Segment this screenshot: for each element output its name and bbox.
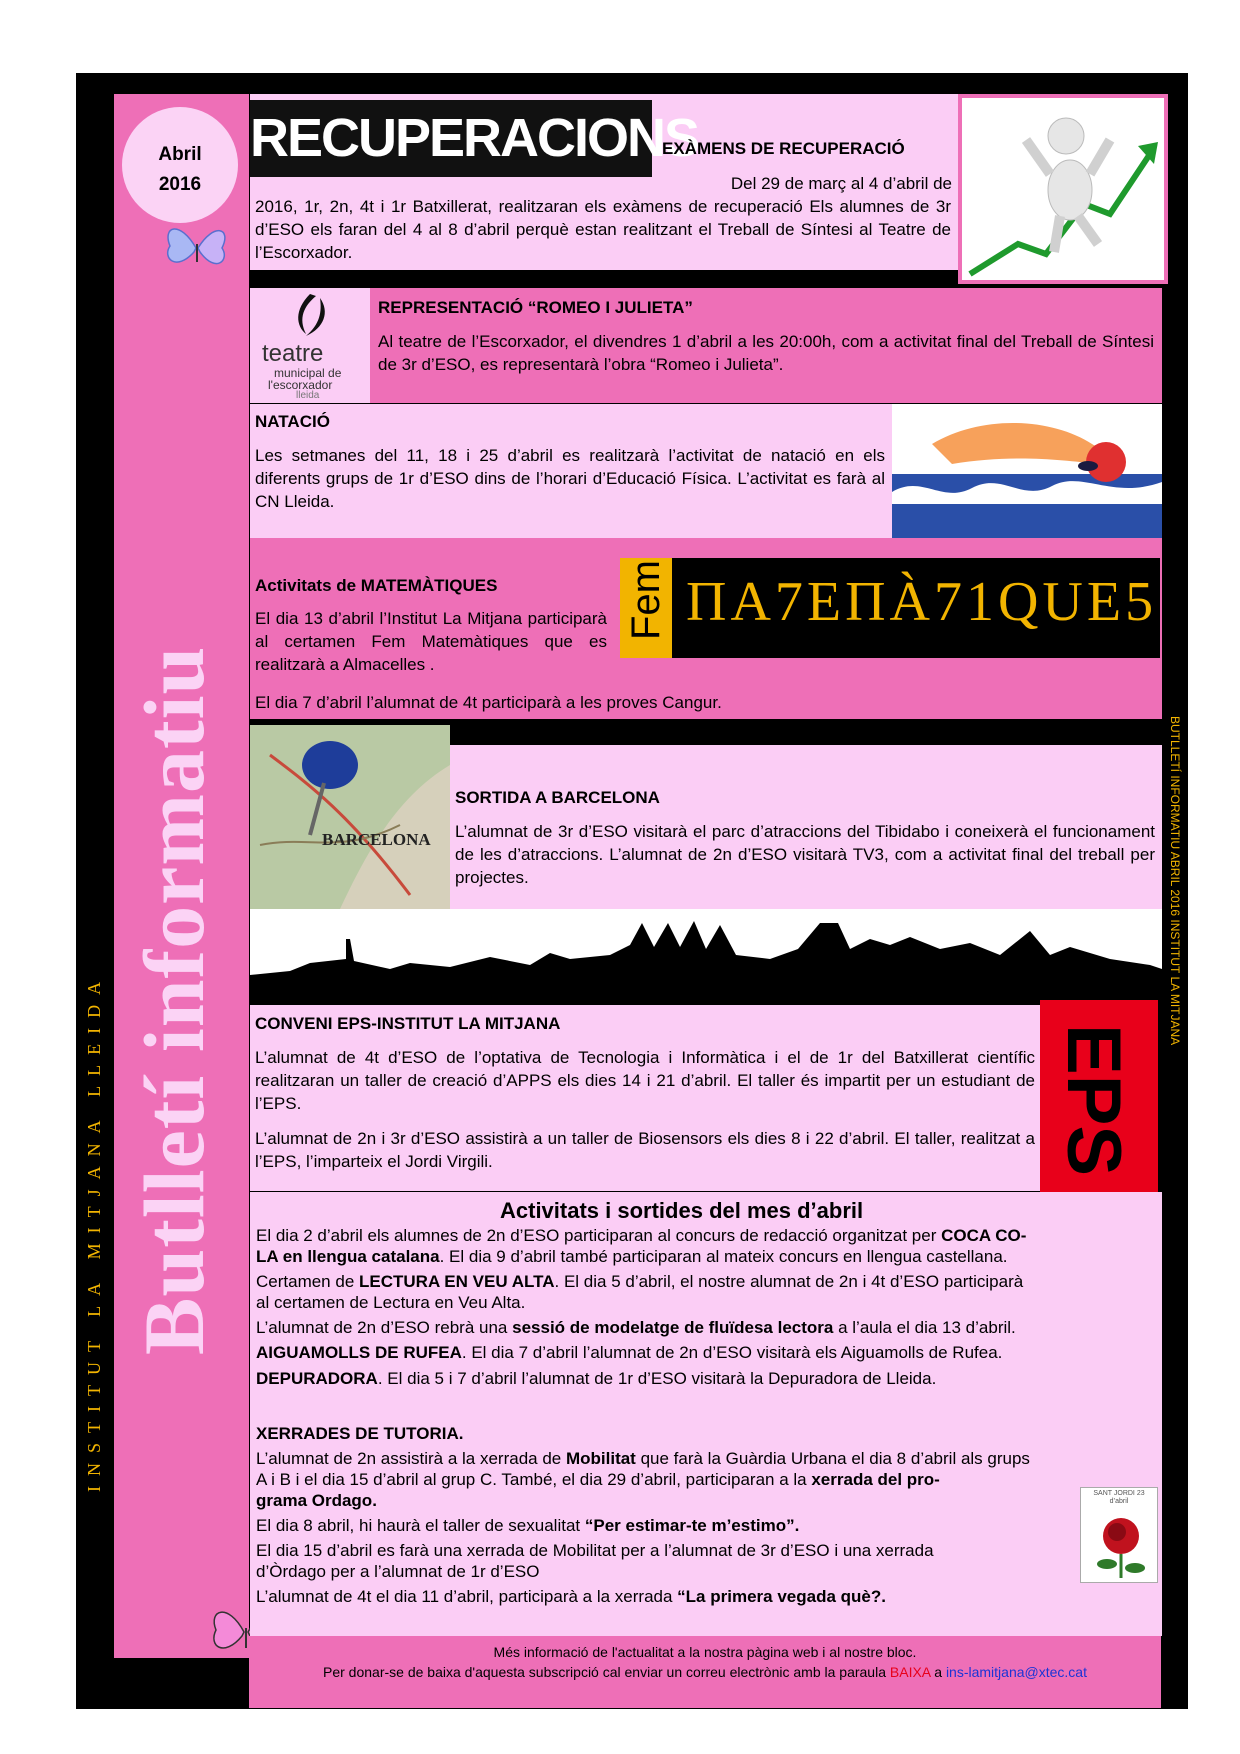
bulletin-label-vertical: BUTLLETÍ INFORMATIU ABRIL 2016 INSTITUT LA MITJANA	[1168, 716, 1182, 1046]
footer-line1: Més informació de l'actualitat a la nostra pàgina web i al nostre bloc.	[493, 1644, 917, 1660]
skyline-image	[250, 909, 1162, 1005]
activitat-coca-line2: LA en llengua catalana. El dia 9 d’abril també participaran al mateix concurs en llengua castellana.	[256, 1247, 1008, 1266]
tutoria-heading: XERRADES DE TUTORIA.	[256, 1424, 464, 1443]
butterfly-icon	[160, 218, 234, 278]
activitats-title: Activitats i sortides del mes d’abril	[500, 1198, 864, 1223]
activitat-aiguamolls: AIGUAMOLLS DE RUFEA. El dia 7 d’abril l’alumnat de 2n d’ESO visitarà els Aiguamolls de Rufea.	[256, 1343, 1003, 1362]
teatre-logo-sub2: l'escorxador	[268, 378, 333, 392]
date-year: 2016	[158, 174, 202, 195]
matematiques-text2: El dia 7 d’abril l’alumnat de 4t participarà a les proves Cangur.	[255, 693, 722, 712]
date-badge	[122, 107, 238, 223]
growth-figure-image	[958, 94, 1168, 284]
barcelona-heading: SORTIDA A BARCELONA	[455, 788, 660, 807]
teatre-text: Al teatre de l’Escorxador, el divendres 1 d’abril a les 20:00h, com a activitat final del Treball de Síntesi de 3r d’ESO, es representarà l’obra “Romeo i Julieta”.	[378, 332, 1154, 374]
activitat-fluidesa: L’alumnat de 2n d’ESO rebrà una sessió de modelatge de fluïdesa lectora a l’aula el dia 13 d’abril.	[256, 1318, 1016, 1337]
swimmer-image	[892, 404, 1162, 538]
footer	[249, 1636, 1161, 1708]
matematiques-logo-word: ΠΑ7ΕΠÀ71QUE5	[686, 571, 1158, 633]
teatre-logo-word: teatre	[262, 340, 324, 367]
activitat-depuradora: DEPURADORA. El dia 5 i 7 d’abril l’alumnat de 1r d’ESO visitarà la Depuradora de Lleida.	[256, 1369, 937, 1388]
eps-heading: CONVENI EPS-INSTITUT LA MITJANA	[255, 1014, 561, 1033]
tutoria-sexualitat: El dia 8 abril, hi haurà el taller de sexualitat “Per estimar-te m’estimo”.	[256, 1516, 800, 1535]
matematiques-text1: El dia 13 d’abril l’Institut La Mitjana participarà al certamen Fem Matemàtiques que es realitzarà a Almacelles .	[255, 609, 607, 674]
natacio-text: Les setmanes del 11, 18 i 25 d’abril es realitzarà l’activitat de natació en els diferents grups de 1r d’ESO dins de l’horari d’Educació Física. L’activitat es farà al CN Lleida.	[255, 446, 885, 511]
teatre-logo-sub1: municipal de	[274, 366, 342, 380]
tutoria-mobilitat-line2: A i B i el dia 15 d’abril al grup C. També, el dia 29 d’abril, participaran a la xerrada del pro-	[256, 1470, 940, 1489]
activitat-coca-line1: El dia 2 d’abril els alumnes de 2n d’ESO participaran al concurs de redacció organitzat per COCA CO-	[256, 1226, 1027, 1245]
recuperacions-heading: EXÀMENS DE RECUPERACIÓ	[662, 139, 905, 158]
natacio-heading: NATACIÓ	[255, 412, 330, 431]
matematiques-heading: Activitats de MATEMÀTIQUES	[255, 576, 498, 595]
tutoria-primera-vegada: L’alumnat de 4t el dia 11 d’abril, participarà a la xerrada “La primera vegada què?.	[256, 1587, 886, 1606]
tutoria-xerrada-line1: El dia 15 d’abril es farà una xerrada de Mobilitat per a l’alumnat de 3r d’ESO i una xerrada	[256, 1541, 934, 1560]
barcelona-map-label: BARCELONA	[322, 830, 431, 849]
sant-jordi-caption: SANT JORDI 23 d’abril	[1093, 1490, 1145, 1505]
tutoria-xerrada-line2: d’Òrdago per a l’alumnat de 1r d’ESO	[256, 1562, 540, 1581]
school-name-vertical: INSTITUT LA MITJANA LLEIDA	[84, 971, 104, 1492]
sant-jordi-rose-image	[1080, 1487, 1158, 1583]
fem-matematiques-logo	[620, 558, 1160, 658]
teatre-heading: REPRESENTACIÓ “ROMEO I JULIETA”	[378, 298, 693, 317]
eps-text2: L’alumnat de 2n i 3r d’ESO assistirà a un taller de Biosensors els dies 8 i 22 d’abril. El taller, realitzat a l’EPS, l’imparteix el Jordi Virgili.	[255, 1129, 1035, 1171]
recuperacions-text: 2016, 1r, 2n, 4t i 1r Batxillerat, realitzaran els exàmens de recuperació Els alumnes de 3r d’ESO els faran del 4 al 8 d’abril perquè estan realitzant el Treball de Síntesi al Teatre de l’Escorxador.	[255, 197, 951, 262]
eps-logo-text: EPS	[1051, 1024, 1136, 1177]
footer-email-link[interactable]: ins-lamitjana@xtec.cat	[945, 1664, 1087, 1680]
activitat-lectura-line1: Certamen de LECTURA EN VEU ALTA. El dia 5 d’abril, el nostre alumnat de 2n i 4t d’ESO participarà	[256, 1272, 1024, 1291]
footer-line2: Per donar-se de baixa d'aquesta subscripció cal enviar un correu electrònic amb la paraula BAIXA a ins-lamitjana@xtec.cat	[323, 1664, 1087, 1680]
activitat-lectura-line2: al certamen de Lectura en Veu Alta.	[256, 1293, 526, 1312]
recuperacions-text-first: Del 29 de març al 4 d’abril de	[730, 174, 952, 193]
date-month: Abril	[158, 144, 202, 165]
fem-label: Fem	[624, 560, 668, 640]
recuperacions-banner: RECUPERACIONS	[250, 100, 652, 177]
tutoria-mobilitat-line1: L’alumnat de 2n assistirà a la xerrada de Mobilitat que farà la Guàrdia Urbana el dia 8 d’abril als grups	[256, 1449, 1030, 1468]
bulletin-title-vertical: Butlletí informatiu	[126, 645, 222, 1355]
tutoria-mobilitat-line3: grama Ordago.	[256, 1491, 377, 1510]
teatre-logo-sub3: lleida	[296, 390, 320, 401]
barcelona-text: L’alumnat de 3r d’ESO visitarà el parc d’atraccions del Tibidabo i coneixerà el funcionament de les d’atraccions. L’alumnat de 2n d’ESO visitarà TV3, com a activitat final del treball per projectes.	[455, 822, 1155, 887]
barcelona-map-image	[250, 725, 450, 909]
eps-logo	[1040, 1000, 1158, 1192]
eps-text1: L’alumnat de 4t d’ESO de l’optativa de Tecnologia i Informàtica i el de 1r del Batxillerat científic realitzaran un taller de creació d’APPS els dies 14 i 21 d’abril. El taller és impartit per un estudiant de l’EPS.	[255, 1048, 1035, 1113]
